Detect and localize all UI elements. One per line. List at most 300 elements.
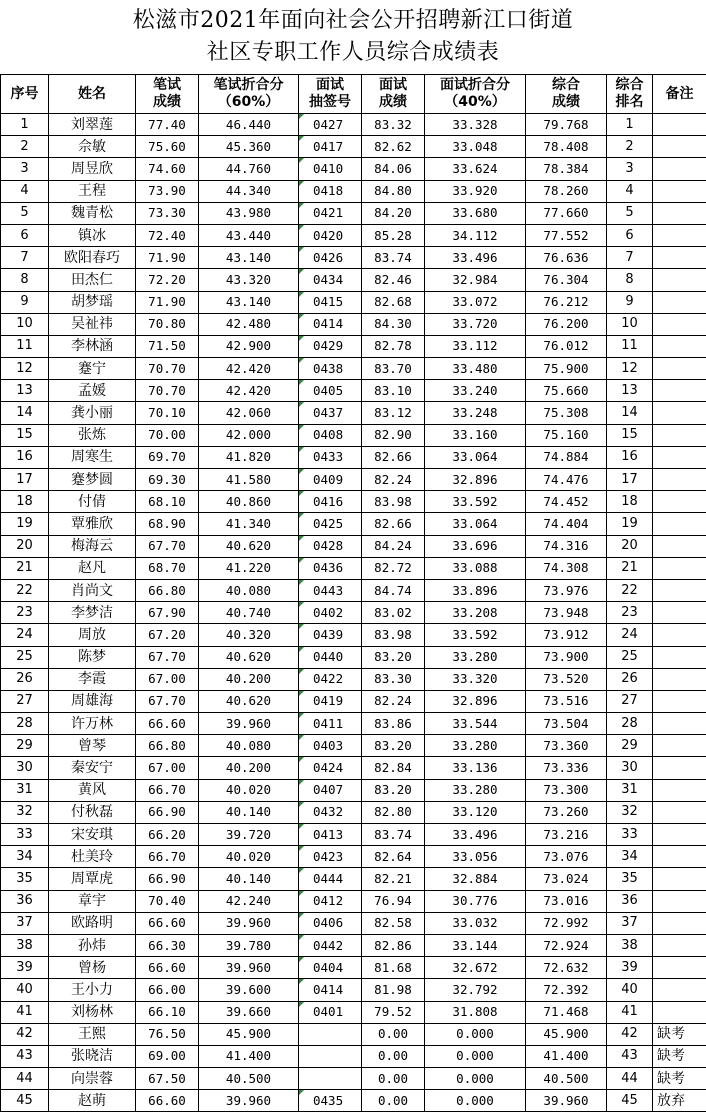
cell-rank-text: 41 xyxy=(621,1004,638,1019)
header-written-weighted: 笔试折合分 （60%） xyxy=(199,75,299,114)
cell-draw-number-text: 0407 xyxy=(313,782,343,797)
comment-marker-icon xyxy=(299,425,304,430)
cell-written-weighted xyxy=(199,446,299,468)
cell-interview-weighted xyxy=(425,824,526,846)
cell-draw-number xyxy=(299,513,362,535)
cell-written-text: 66.90 xyxy=(148,804,186,819)
cell-name xyxy=(49,158,136,180)
cell-name xyxy=(49,469,136,491)
cell-name-text: 肖尚文 xyxy=(71,583,113,599)
cell-rank-text: 32 xyxy=(621,804,638,819)
cell-interview-weighted xyxy=(425,957,526,979)
cell-no xyxy=(1,424,49,446)
cell-draw-number xyxy=(299,713,362,735)
cell-interview-text: 82.84 xyxy=(374,760,412,775)
cell-interview-weighted xyxy=(425,579,526,601)
cell-written xyxy=(136,1001,199,1023)
cell-written-text: 66.20 xyxy=(148,827,186,842)
cell-note xyxy=(653,224,706,246)
cell-interview xyxy=(362,313,425,335)
cell-total-text: 40.500 xyxy=(543,1071,588,1086)
cell-no-text: 22 xyxy=(16,583,33,598)
cell-written-weighted-text: 42.000 xyxy=(226,427,271,442)
cell-total xyxy=(526,757,607,779)
cell-no-text: 41 xyxy=(16,1004,33,1019)
cell-written xyxy=(136,690,199,712)
cell-interview-text: 83.10 xyxy=(374,383,412,398)
cell-written-text: 77.40 xyxy=(148,117,186,132)
cell-name xyxy=(49,358,136,380)
cell-draw-number-text: 0444 xyxy=(313,871,343,886)
cell-written-weighted-text: 44.340 xyxy=(226,183,271,198)
cell-rank xyxy=(607,313,653,335)
cell-total xyxy=(526,535,607,557)
cell-total xyxy=(526,602,607,624)
cell-name xyxy=(49,912,136,934)
cell-total-text: 76.304 xyxy=(543,272,588,287)
cell-total-text: 74.476 xyxy=(543,472,588,487)
cell-name-text: 赵萌 xyxy=(78,1093,106,1109)
table-row xyxy=(1,824,706,846)
cell-total xyxy=(526,180,607,202)
cell-interview xyxy=(362,1090,425,1112)
cell-written-weighted xyxy=(199,846,299,868)
cell-no xyxy=(1,868,49,890)
cell-interview-text: 82.66 xyxy=(374,449,412,464)
cell-interview xyxy=(362,846,425,868)
cell-written-text: 66.10 xyxy=(148,1004,186,1019)
cell-rank-text: 43 xyxy=(621,1048,638,1063)
cell-draw-number-text: 0405 xyxy=(313,383,343,398)
cell-total xyxy=(526,136,607,158)
cell-rank xyxy=(607,202,653,224)
cell-written-weighted xyxy=(199,579,299,601)
cell-interview-text: 82.72 xyxy=(374,560,412,575)
cell-written-text: 69.30 xyxy=(148,472,186,487)
cell-name-text: 赵凡 xyxy=(78,560,106,576)
cell-name-text: 章宇 xyxy=(78,893,106,909)
cell-draw-number xyxy=(299,114,362,136)
table-row xyxy=(1,158,706,180)
cell-interview xyxy=(362,247,425,269)
cell-interview-weighted-text: 32.792 xyxy=(452,982,497,997)
cell-total-text: 71.468 xyxy=(543,1004,588,1019)
cell-note xyxy=(653,579,706,601)
header-draw-number: 面试 抽签号 xyxy=(299,75,362,114)
cell-rank-text: 18 xyxy=(621,494,638,509)
cell-written-weighted xyxy=(199,269,299,291)
cell-written xyxy=(136,1090,199,1112)
cell-no-text: 38 xyxy=(16,938,33,953)
cell-written-weighted-text: 40.200 xyxy=(226,671,271,686)
cell-draw-number xyxy=(299,624,362,646)
cell-note xyxy=(653,313,706,335)
cell-written xyxy=(136,979,199,1001)
cell-interview-weighted-text: 33.280 xyxy=(452,738,497,753)
cell-total-text: 73.260 xyxy=(543,804,588,819)
cell-written-text: 66.60 xyxy=(148,915,186,930)
comment-marker-icon xyxy=(299,292,304,297)
cell-draw-number-text: 0440 xyxy=(313,649,343,664)
cell-note-text: 缺考 xyxy=(657,1048,685,1064)
cell-name-text: 周寒生 xyxy=(71,449,113,465)
cell-interview-weighted xyxy=(425,602,526,624)
cell-written-weighted xyxy=(199,180,299,202)
comment-marker-icon xyxy=(299,558,304,563)
table-row xyxy=(1,224,706,246)
cell-written xyxy=(136,136,199,158)
cell-draw-number-text: 0419 xyxy=(313,693,343,708)
cell-interview-weighted-text: 33.624 xyxy=(452,161,497,176)
cell-written-text: 76.50 xyxy=(148,1026,186,1041)
cell-no xyxy=(1,690,49,712)
cell-no-text: 3 xyxy=(20,161,28,176)
cell-written xyxy=(136,291,199,313)
cell-name xyxy=(49,1090,136,1112)
cell-written xyxy=(136,380,199,402)
cell-note xyxy=(653,335,706,357)
cell-name-text: 刘翠莲 xyxy=(71,117,113,133)
cell-interview-weighted-text: 33.320 xyxy=(452,671,497,686)
cell-written xyxy=(136,557,199,579)
comment-marker-icon xyxy=(299,314,304,319)
table-row xyxy=(1,579,706,601)
cell-interview-weighted-text: 33.064 xyxy=(452,516,497,531)
cell-written-weighted-text: 40.860 xyxy=(226,494,271,509)
cell-rank-text: 25 xyxy=(621,649,638,664)
comment-marker-icon xyxy=(299,469,304,474)
cell-total-text: 76.012 xyxy=(543,338,588,353)
cell-draw-number-text: 0437 xyxy=(313,405,343,420)
cell-interview xyxy=(362,557,425,579)
cell-total-text: 73.076 xyxy=(543,849,588,864)
table-row xyxy=(1,912,706,934)
cell-interview xyxy=(362,957,425,979)
cell-no xyxy=(1,602,49,624)
cell-draw-number-text: 0425 xyxy=(313,516,343,531)
cell-written-weighted-text: 39.960 xyxy=(226,716,271,731)
cell-total-text: 74.452 xyxy=(543,494,588,509)
cell-no xyxy=(1,247,49,269)
cell-name-text: 覃雅欣 xyxy=(71,516,113,532)
cell-total-text: 39.960 xyxy=(543,1093,588,1108)
cell-name xyxy=(49,491,136,513)
cell-written-weighted xyxy=(199,291,299,313)
cell-written xyxy=(136,668,199,690)
cell-written-weighted-text: 40.620 xyxy=(226,693,271,708)
cell-draw-number xyxy=(299,224,362,246)
cell-written-weighted-text: 40.320 xyxy=(226,627,271,642)
cell-no-text: 9 xyxy=(20,294,28,309)
cell-total xyxy=(526,513,607,535)
cell-name-text: 张晓洁 xyxy=(71,1048,113,1064)
cell-written-text: 73.90 xyxy=(148,183,186,198)
cell-name-text: 王程 xyxy=(78,183,106,199)
cell-name xyxy=(49,291,136,313)
cell-draw-number xyxy=(299,957,362,979)
cell-rank-text: 40 xyxy=(621,982,638,997)
cell-rank xyxy=(607,469,653,491)
cell-name xyxy=(49,114,136,136)
cell-interview xyxy=(362,668,425,690)
cell-note xyxy=(653,535,706,557)
cell-interview-text: 83.30 xyxy=(374,671,412,686)
cell-total xyxy=(526,846,607,868)
cell-interview-text: 0.00 xyxy=(378,1093,408,1108)
cell-interview-weighted-text: 33.896 xyxy=(452,583,497,598)
cell-interview xyxy=(362,624,425,646)
cell-interview xyxy=(362,912,425,934)
cell-interview-text: 84.06 xyxy=(374,161,412,176)
cell-written-weighted xyxy=(199,202,299,224)
cell-draw-number xyxy=(299,313,362,335)
cell-draw-number xyxy=(299,846,362,868)
cell-total-text: 73.216 xyxy=(543,827,588,842)
cell-note xyxy=(653,979,706,1001)
cell-draw-number xyxy=(299,202,362,224)
cell-interview-text: 82.68 xyxy=(374,294,412,309)
cell-no xyxy=(1,779,49,801)
cell-written-weighted xyxy=(199,313,299,335)
cell-note xyxy=(653,446,706,468)
cell-name xyxy=(49,890,136,912)
cell-interview-weighted-text: 32.672 xyxy=(452,960,497,975)
cell-rank xyxy=(607,446,653,468)
header-rank: 综合 排名 xyxy=(607,75,653,114)
table-row xyxy=(1,335,706,357)
cell-interview-text: 84.74 xyxy=(374,583,412,598)
cell-name-text: 向崇蓉 xyxy=(71,1071,113,1087)
cell-total-text: 75.308 xyxy=(543,405,588,420)
cell-written-text: 66.60 xyxy=(148,960,186,975)
cell-total xyxy=(526,934,607,956)
table-row xyxy=(1,690,706,712)
cell-draw-number-text: 0406 xyxy=(313,915,343,930)
cell-written-text: 67.70 xyxy=(148,649,186,664)
cell-draw-number xyxy=(299,158,362,180)
cell-total xyxy=(526,1045,607,1067)
cell-interview-weighted-text: 33.280 xyxy=(452,782,497,797)
cell-interview-weighted-text: 32.884 xyxy=(452,871,497,886)
cell-interview-weighted-text: 33.696 xyxy=(452,538,497,553)
cell-rank-text: 4 xyxy=(625,183,633,198)
cell-interview-weighted xyxy=(425,1068,526,1090)
cell-written-text: 71.90 xyxy=(148,294,186,309)
cell-draw-number-text: 0439 xyxy=(313,627,343,642)
cell-rank-text: 11 xyxy=(621,338,638,353)
cell-written-text: 70.40 xyxy=(148,893,186,908)
cell-written-text: 70.80 xyxy=(148,316,186,331)
table-row xyxy=(1,269,706,291)
cell-interview-text: 83.32 xyxy=(374,117,412,132)
cell-written-text: 71.50 xyxy=(148,338,186,353)
cell-interview xyxy=(362,1068,425,1090)
cell-interview-weighted xyxy=(425,180,526,202)
comment-marker-icon xyxy=(299,402,304,407)
cell-total-text: 72.632 xyxy=(543,960,588,975)
cell-rank-text: 7 xyxy=(625,250,633,265)
cell-name-text: 刘杨林 xyxy=(71,1004,113,1020)
cell-name xyxy=(49,713,136,735)
cell-total xyxy=(526,469,607,491)
cell-written-text: 75.60 xyxy=(148,139,186,154)
cell-interview-text: 83.20 xyxy=(374,738,412,753)
cell-draw-number-text: 0429 xyxy=(313,338,343,353)
cell-interview-weighted xyxy=(425,335,526,357)
cell-name-text: 张炼 xyxy=(78,427,106,443)
cell-name xyxy=(49,1068,136,1090)
table-row xyxy=(1,136,706,158)
comment-marker-icon xyxy=(299,691,304,696)
cell-no xyxy=(1,291,49,313)
cell-draw-number-text: 0426 xyxy=(313,250,343,265)
cell-no xyxy=(1,735,49,757)
cell-written xyxy=(136,846,199,868)
cell-rank xyxy=(607,890,653,912)
cell-name xyxy=(49,1045,136,1067)
cell-written-weighted-text: 40.740 xyxy=(226,605,271,620)
cell-total xyxy=(526,358,607,380)
cell-note xyxy=(653,868,706,890)
cell-interview xyxy=(362,202,425,224)
cell-written-weighted-text: 42.480 xyxy=(226,316,271,331)
cell-interview-weighted xyxy=(425,291,526,313)
cell-total xyxy=(526,824,607,846)
cell-interview xyxy=(362,180,425,202)
cell-draw-number xyxy=(299,335,362,357)
cell-written-weighted xyxy=(199,1001,299,1023)
cell-written-weighted xyxy=(199,713,299,735)
table-row xyxy=(1,247,706,269)
cell-interview-text: 82.90 xyxy=(374,427,412,442)
cell-no-text: 18 xyxy=(16,494,33,509)
cell-total-text: 79.768 xyxy=(543,117,588,132)
cell-interview-weighted-text: 33.056 xyxy=(452,849,497,864)
cell-interview-weighted xyxy=(425,735,526,757)
cell-interview-text: 81.98 xyxy=(374,982,412,997)
cell-rank xyxy=(607,779,653,801)
cell-interview-weighted xyxy=(425,757,526,779)
cell-name-text: 黄风 xyxy=(78,782,106,798)
cell-rank xyxy=(607,114,653,136)
cell-interview xyxy=(362,446,425,468)
cell-draw-number xyxy=(299,735,362,757)
cell-no xyxy=(1,180,49,202)
cell-draw-number xyxy=(299,934,362,956)
cell-written xyxy=(136,224,199,246)
comment-marker-icon xyxy=(299,979,304,984)
cell-interview-weighted xyxy=(425,801,526,823)
cell-total xyxy=(526,291,607,313)
cell-draw-number-text: 0427 xyxy=(313,117,343,132)
cell-written-weighted-text: 41.220 xyxy=(226,560,271,575)
cell-no xyxy=(1,158,49,180)
cell-rank xyxy=(607,535,653,557)
cell-total xyxy=(526,1023,607,1045)
cell-interview-weighted-text: 0.000 xyxy=(456,1093,494,1108)
cell-written xyxy=(136,313,199,335)
cell-rank xyxy=(607,624,653,646)
cell-interview-weighted-text: 33.592 xyxy=(452,494,497,509)
cell-no-text: 20 xyxy=(16,538,33,553)
cell-name-text: 吴祉祎 xyxy=(71,316,113,332)
comment-marker-icon xyxy=(299,336,304,341)
cell-rank xyxy=(607,1001,653,1023)
cell-interview-text: 85.28 xyxy=(374,228,412,243)
cell-total-text: 75.160 xyxy=(543,427,588,442)
cell-draw-number-text: 0423 xyxy=(313,849,343,864)
cell-draw-number xyxy=(299,402,362,424)
cell-no xyxy=(1,313,49,335)
cell-written-weighted-text: 40.620 xyxy=(226,538,271,553)
cell-note xyxy=(653,602,706,624)
cell-total xyxy=(526,114,607,136)
table-row xyxy=(1,1001,706,1023)
cell-written xyxy=(136,513,199,535)
table-row xyxy=(1,402,706,424)
cell-note xyxy=(653,1045,706,1067)
cell-rank-text: 30 xyxy=(621,760,638,775)
title-line-1: 松滋市2021年面向社会公开招聘新江口街道 xyxy=(133,5,574,37)
cell-no-text: 7 xyxy=(20,250,28,265)
table-row xyxy=(1,846,706,868)
cell-note xyxy=(653,180,706,202)
cell-written-weighted-text: 43.980 xyxy=(226,205,271,220)
cell-no-text: 29 xyxy=(16,738,33,753)
cell-written-weighted xyxy=(199,247,299,269)
cell-rank xyxy=(607,757,653,779)
cell-interview-weighted-text: 33.064 xyxy=(452,449,497,464)
comment-marker-icon xyxy=(299,868,304,873)
cell-interview-text: 82.58 xyxy=(374,915,412,930)
cell-draw-number-text: 0402 xyxy=(313,605,343,620)
cell-interview xyxy=(362,380,425,402)
cell-name-text: 佘敏 xyxy=(78,139,106,155)
cell-note xyxy=(653,424,706,446)
cell-name xyxy=(49,624,136,646)
cell-interview-weighted xyxy=(425,668,526,690)
cell-interview xyxy=(362,690,425,712)
cell-total-text: 73.336 xyxy=(543,760,588,775)
cell-note-text: 缺考 xyxy=(657,1026,685,1042)
cell-total-text: 72.392 xyxy=(543,982,588,997)
cell-written-text: 68.70 xyxy=(148,560,186,575)
cell-interview-weighted xyxy=(425,912,526,934)
cell-written-weighted xyxy=(199,424,299,446)
cell-written xyxy=(136,934,199,956)
cell-total xyxy=(526,1001,607,1023)
cell-interview-weighted xyxy=(425,202,526,224)
table-row xyxy=(1,202,706,224)
table-row xyxy=(1,602,706,624)
cell-total-text: 78.260 xyxy=(543,183,588,198)
cell-written-weighted-text: 39.960 xyxy=(226,915,271,930)
cell-total-text: 45.900 xyxy=(543,1026,588,1041)
cell-rank-text: 12 xyxy=(621,361,638,376)
cell-no-text: 23 xyxy=(16,605,33,620)
cell-total xyxy=(526,690,607,712)
cell-written-weighted xyxy=(199,801,299,823)
cell-interview-text: 83.86 xyxy=(374,716,412,731)
cell-written-weighted-text: 44.760 xyxy=(226,161,271,176)
cell-interview-weighted-text: 33.088 xyxy=(452,560,497,575)
cell-no xyxy=(1,1023,49,1045)
cell-written-text: 67.00 xyxy=(148,760,186,775)
cell-no-text: 33 xyxy=(16,827,33,842)
table-row xyxy=(1,979,706,1001)
cell-name-text: 周放 xyxy=(78,627,106,643)
cell-interview xyxy=(362,934,425,956)
